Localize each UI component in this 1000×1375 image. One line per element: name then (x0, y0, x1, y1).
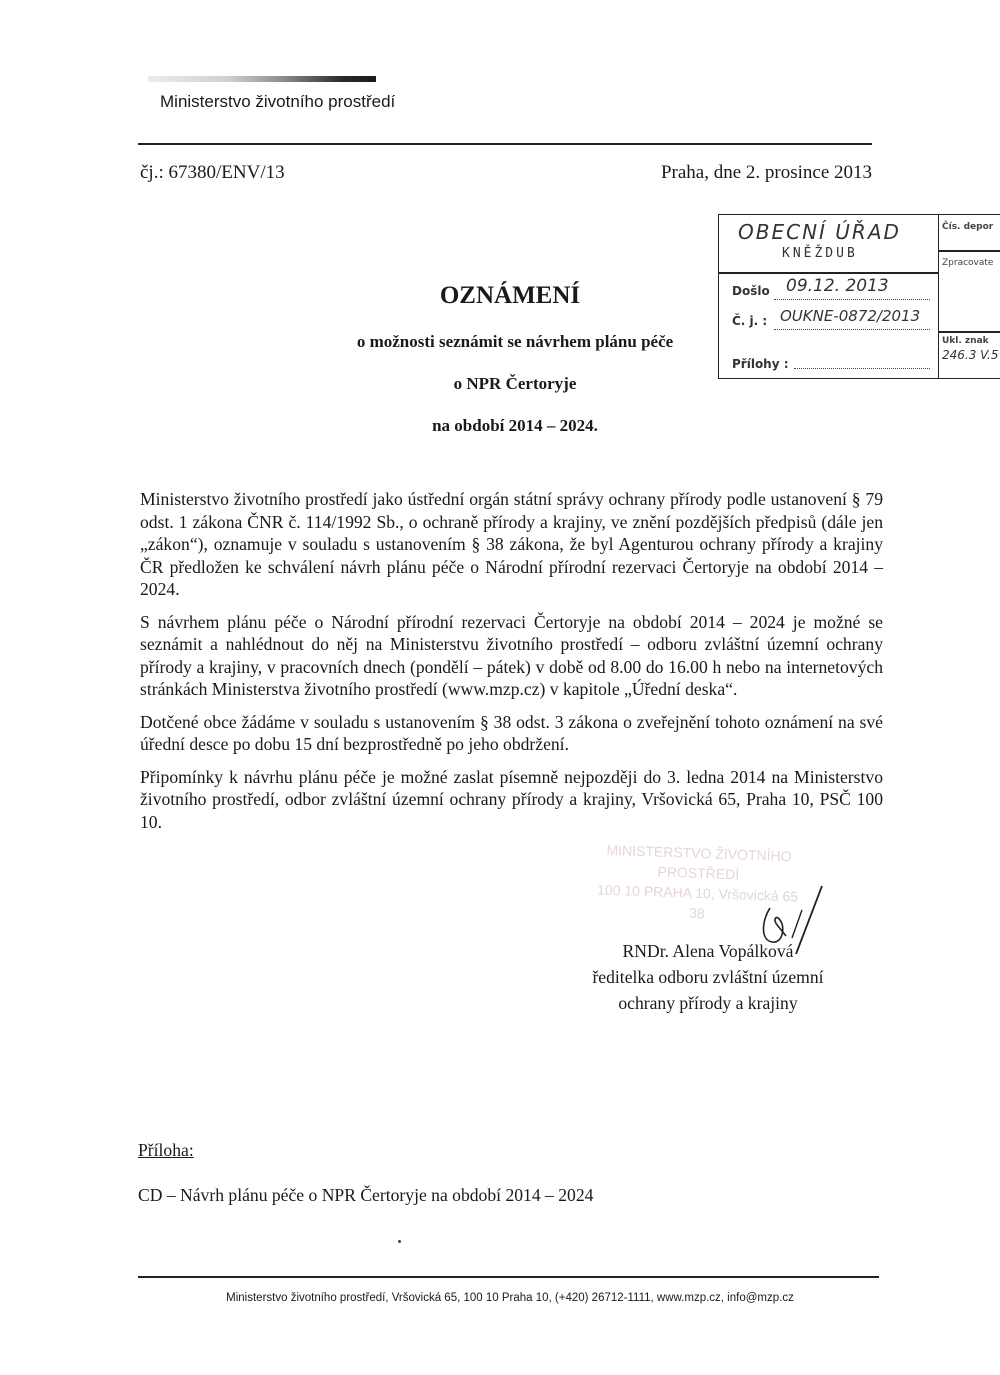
official-stamp-line: 100 10 PRAHA 10, Vršovická 65 (596, 881, 799, 905)
body-paragraph: Ministerstvo životního prostředí jako ústřední orgán státní správy ochrany přírody podle ustanovení § 79 odst. 1 zákona ČNR č. 114/1992 Sb., o ochraně přírody a krajiny, ve znění pozdějších předpisů (dále jen „zákon“), oznamuje v souladu s ustanovením § 38 zákona, že byl Agenturou ochrany přírody a krajiny ČR předložen ke schválení návrh plánu péče o Národní přírodní rezervaci Čertoryje na období 2014 – 2024. (140, 489, 883, 599)
ministry-logo-bar (148, 76, 376, 82)
attachment-label: Příloha: (138, 1140, 194, 1160)
document-body (140, 488, 883, 843)
signatory-role: ředitelka odboru zvláštní územní (592, 967, 824, 987)
stamp-line (774, 328, 930, 330)
stamp-line (794, 367, 930, 369)
heading-line-2: o NPR Čertoryje (453, 374, 577, 393)
reference-number: čj.: 67380/ENV/13 (140, 162, 285, 183)
stamp-received-value: 09.12. 2013 (786, 276, 889, 296)
stamp-ref-value: OUKNE-0872/2013 (780, 307, 921, 325)
stamp-side-divider (938, 250, 1000, 252)
body-paragraph: S návrhem plánu péče o Národní přírodní rezervaci Čertoryje na období 2014 – 2024 je možné se seznámit a nahlédnout do něj na Ministerstvu životního prostředí – odboru zvláštní územní ochrany přírody a krajiny, v pracovních dnech (pondělí – pátek) v době od 8.00 do 16.00 h nebo na internetových stránkách Ministerstva životního prostředí (www.mzp.cz) v kapitole „Úřední deska“. (140, 611, 883, 699)
document-title: OZNÁMENÍ (439, 282, 581, 309)
body-paragraph: Připomínky k návrhu plánu péče je možné zaslat písemně nejpozději do 3. ledna 2014 na Ministerstvo životního prostředí, odbor zvláštní územní ochrany přírody a krajiny, Vršovická 65, Praha 10, PSČ 100 10. (140, 766, 883, 832)
stamp-mark-label: Ukl. znak (942, 336, 989, 346)
official-stamp-line: MINISTERSTVO ŽIVOTNÍHO PROSTŘEDÍ (606, 841, 792, 883)
footer-contact: Ministerstvo životního prostředí, Vršovická 65, 100 10 Praha 10, (+420) 26712-1111, www.mzp.cz, info@mzp.cz (226, 1292, 794, 1304)
stamp-received-label: Došlo (732, 284, 770, 298)
footer-rule (138, 1276, 879, 1278)
signatory-role: ochrany přírody a krajiny (618, 993, 798, 1013)
heading-line-3: na období 2014 – 2024. (432, 416, 598, 435)
stamp-office-name: OBECNÍ ÚŘAD (738, 220, 901, 244)
document-date: Praha, dne 2. prosince 2013 (660, 162, 872, 183)
signatory-name: RNDr. Alena Vopálková (622, 941, 794, 961)
stamp-town: KNĚŽDUB (782, 246, 858, 261)
stamp-deposit-label: Čís. depor (942, 222, 994, 232)
stamp-divider (718, 272, 938, 274)
stamp-ref-label: Č. j. : (732, 314, 768, 328)
stamp-attachments-label: Přílohy : (732, 357, 789, 371)
stamp-mark-value: 246.3 V.5 (942, 348, 999, 362)
attachment-item: CD – Návrh plánu péče o NPR Čertoryje na období 2014 – 2024 (138, 1185, 594, 1205)
ministry-name: Ministerstvo životního prostředí (160, 92, 396, 111)
scan-speck (398, 1240, 401, 1243)
header-rule (138, 143, 872, 145)
body-paragraph: Dotčené obce žádáme v souladu s ustanovením § 38 odst. 3 zákona o zveřejnění tohoto oznámení na své úřední desce po dobu 15 dní bezprostředně po jeho obdržení. (140, 711, 883, 754)
official-stamp-line: 38 (688, 904, 706, 922)
stamp-processed-label: Zpracovate (942, 258, 994, 268)
heading-line-1: o možnosti seznámit se návrhem plánu péče (356, 332, 674, 351)
signature-block (558, 938, 858, 1016)
